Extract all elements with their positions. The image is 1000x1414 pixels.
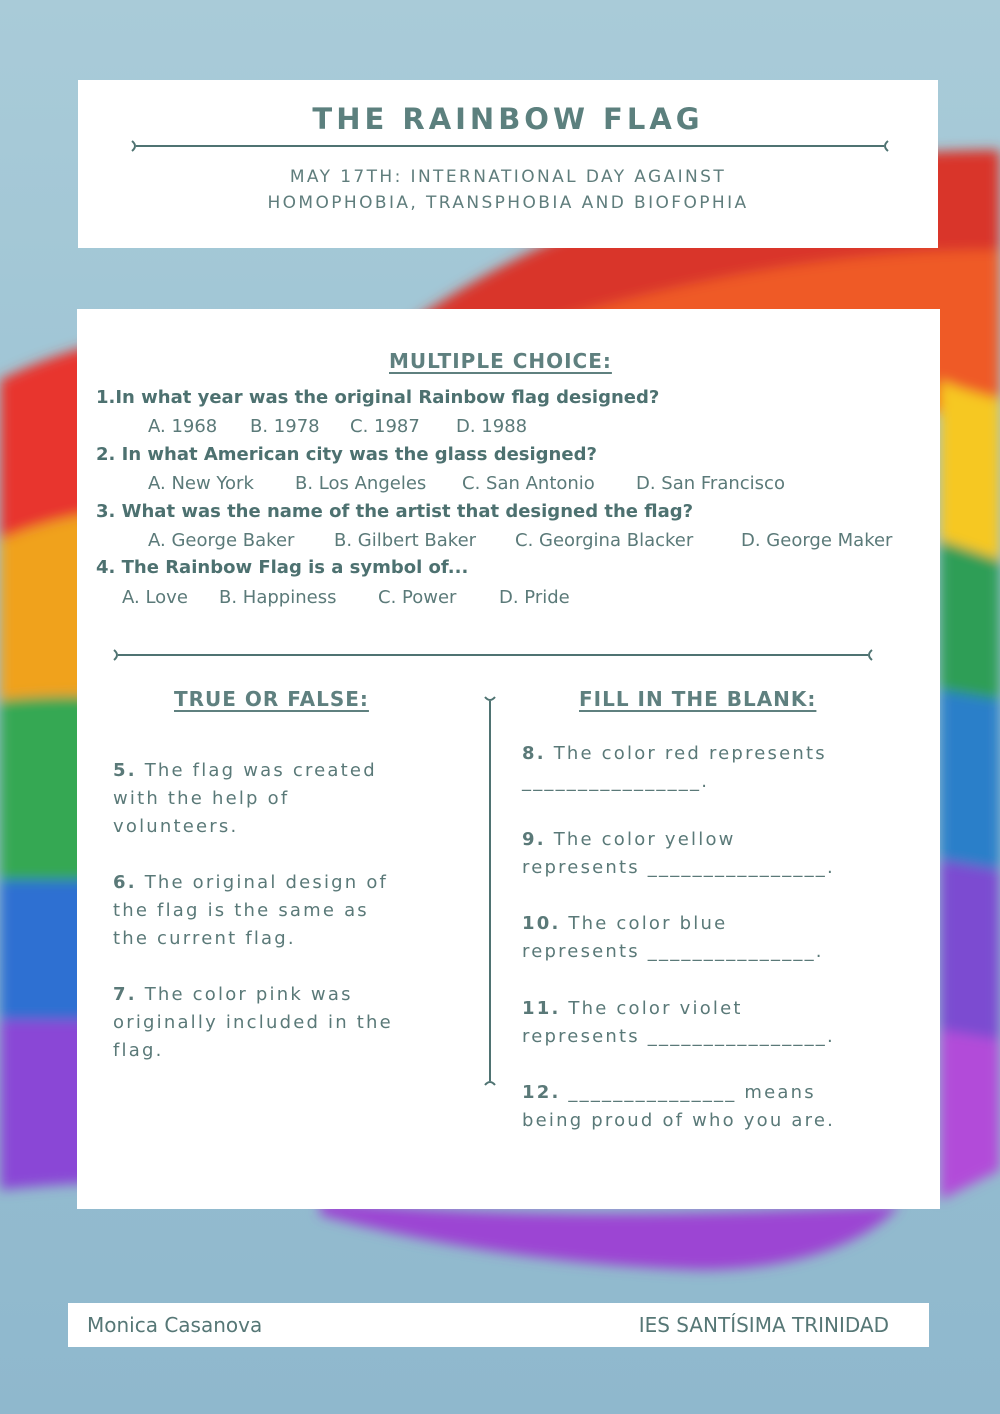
option: B. 1978 bbox=[250, 416, 320, 437]
fill-item-12: 12. _______________ means being proud of who you are. bbox=[522, 1082, 836, 1131]
option: B. Los Angeles bbox=[295, 473, 427, 494]
fill-item-10: 10. The color blue represents _______________. bbox=[522, 913, 824, 962]
fill-item-9: 9. The color yellow represents ________________. bbox=[522, 829, 835, 878]
footer-card bbox=[68, 1303, 929, 1347]
question-4: 4. The Rainbow Flag is a symbol of... bbox=[96, 557, 469, 578]
option: C. 1987 bbox=[350, 416, 420, 437]
option: D. Pride bbox=[499, 587, 570, 608]
title-divider bbox=[130, 138, 890, 154]
true-false-heading: TRUE OR FALSE: bbox=[174, 687, 369, 711]
school-name: IES SANTÍSIMA TRINIDAD bbox=[638, 1313, 889, 1337]
question-3: 3. What was the name of the artist that designed the flag? bbox=[96, 501, 694, 522]
author-name: Monica Casanova bbox=[87, 1313, 263, 1337]
option: D. San Francisco bbox=[636, 473, 785, 494]
tf-item-7: 7. The color pink was originally included in the flag. bbox=[113, 984, 393, 1061]
option: A. Love bbox=[122, 587, 188, 608]
header-card bbox=[78, 80, 938, 248]
section-divider bbox=[112, 647, 874, 663]
page-title: THE RAINBOW FLAG bbox=[312, 102, 704, 136]
option: B. Gilbert Baker bbox=[334, 530, 477, 551]
option: C. San Antonio bbox=[462, 473, 595, 494]
option: C. Power bbox=[378, 587, 457, 608]
subtitle-line: HOMOPHOBIA, TRANSPHOBIA AND BIOFOPHIA bbox=[267, 193, 749, 213]
question-1: 1.In what year was the original Rainbow flag designed? bbox=[96, 387, 660, 408]
column-divider bbox=[482, 695, 498, 1087]
fill-blank-heading: FILL IN THE BLANK: bbox=[579, 687, 817, 711]
question-2: 2. In what American city was the glass designed? bbox=[96, 444, 597, 465]
multiple-choice-heading: MULTIPLE CHOICE: bbox=[389, 349, 612, 373]
option: A. New York bbox=[148, 473, 254, 494]
option: D. George Maker bbox=[741, 530, 893, 551]
option: D. 1988 bbox=[456, 416, 528, 437]
fill-item-11: 11. The color violet represents ________________. bbox=[522, 998, 835, 1047]
option: C. Georgina Blacker bbox=[515, 530, 694, 551]
worksheet-card bbox=[77, 309, 940, 1209]
tf-item-5: 5. The flag was created with the help of volunteers. bbox=[113, 760, 377, 837]
fill-item-8: 8. The color red represents ________________. bbox=[522, 743, 827, 792]
option: B. Happiness bbox=[219, 587, 337, 608]
subtitle-line: MAY 17TH: INTERNATIONAL DAY AGAINST bbox=[289, 167, 727, 187]
option: A. George Baker bbox=[148, 530, 295, 551]
tf-item-6: 6. The original design of the flag is the same as the current flag. bbox=[113, 872, 389, 949]
page-subtitle bbox=[78, 164, 938, 216]
option: A. 1968 bbox=[148, 416, 218, 437]
